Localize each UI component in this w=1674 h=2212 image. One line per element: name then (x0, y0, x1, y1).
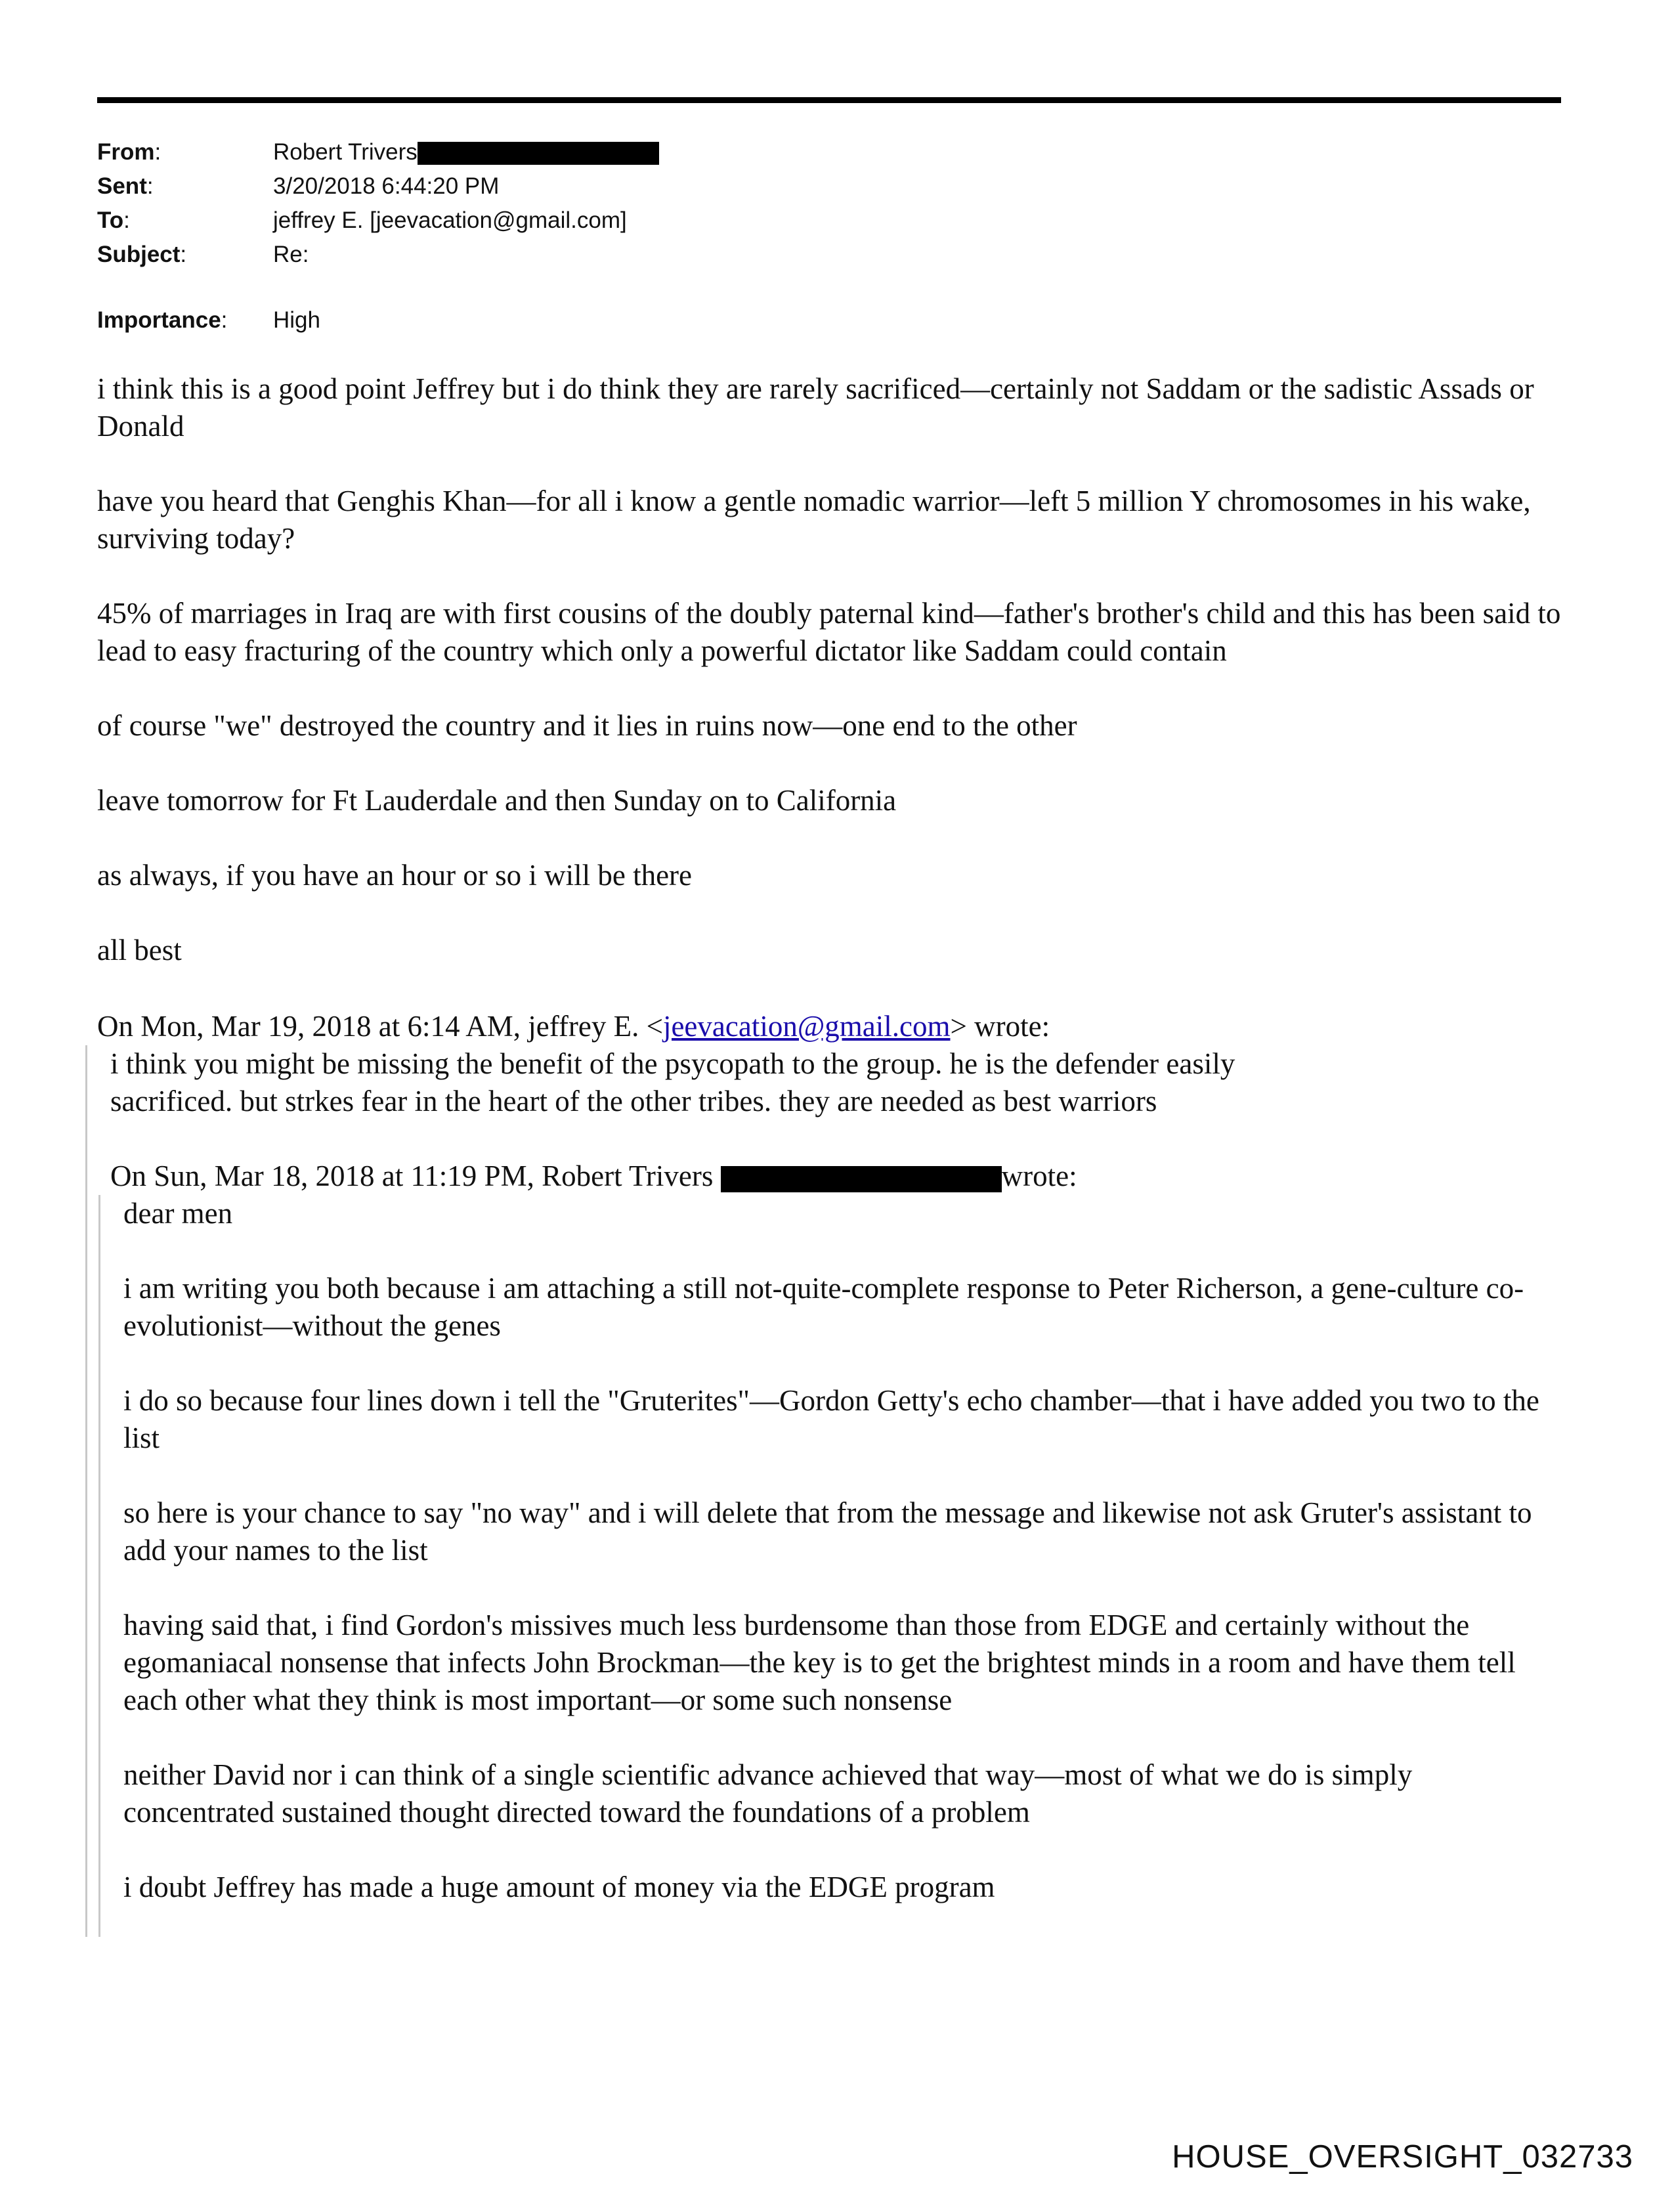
quote-paragraph: having said that, i find Gordon's missives much less burdensome than those from EDGE and certainly without the egomaniacal nonsense that infects John Brockman—the key is to get the brightest minds in a room and have them tell each other what they think is most important—or some such nonsense (123, 1609, 1516, 1716)
body-paragraph: all best (97, 934, 182, 966)
importance-value: High (273, 307, 320, 333)
quote-paragraph: i do so because four lines down i tell the "Gruterites"—Gordon Getty's echo chamber—that i have added you two to the list (123, 1384, 1539, 1454)
from-label: From: (97, 139, 161, 165)
reply2-quote (123, 1195, 1568, 1906)
quote-paragraph: neither David nor i can think of a single scientific advance achieved that way—most of what we do is simply concentrated sustained thought directed toward the foundations of a problem (123, 1758, 1413, 1829)
body-paragraph: have you heard that Genghis Khan—for all i know a gentle nomadic warrior—left 5 million Y chromosomes in his wake, surviving today? (97, 485, 1531, 555)
quote-line: i think you might be missing the benefit of the psycopath to the group. he is the defender easily (110, 1047, 1235, 1080)
body-paragraph: as always, if you have an hour or so i will be there (97, 859, 692, 892)
quote-paragraph: i doubt Jeffrey has made a huge amount of money via the EDGE program (123, 1871, 995, 1903)
body-paragraph: i think this is a good point Jeffrey but i do think they are rarely sacrificed—certainly not Saddam or the sadistic Assads or Donald (97, 372, 1534, 443)
message-body (97, 370, 1568, 969)
reply2-attribution: On Sun, Mar 18, 2018 at 11:19 PM, Robert Trivers wrote: (110, 1160, 1077, 1192)
to-value: jeffrey E. [jeevacation@gmail.com] (273, 207, 627, 233)
sent-value: 3/20/2018 6:44:20 PM (273, 173, 500, 199)
to-label: To: (97, 207, 130, 233)
bates-number: HOUSE_OVERSIGHT_032733 (1172, 2139, 1633, 2175)
reply1-attribution: On Mon, Mar 19, 2018 at 6:14 AM, jeffrey E. <jeevacation@gmail.com> wrote: (97, 1010, 1050, 1043)
importance-label: Importance: (97, 307, 228, 333)
top-rule (97, 97, 1561, 103)
redaction-box (418, 142, 659, 165)
reply1-quote (110, 1045, 1555, 1120)
subject-value: Re: (273, 242, 309, 267)
sent-label: Sent: (97, 173, 154, 199)
body-paragraph: 45% of marriages in Iraq are with first cousins of the doubly paternal kind—father's brother's child and this has been said to lead to easy fracturing of the country which only a powerful dictator like Saddam could contain (97, 597, 1561, 667)
quote-paragraph: dear men (123, 1197, 233, 1230)
quote-paragraph: i am writing you both because i am attaching a still not-quite-complete response to Peter Richerson, a gene-culture co-evolutionist—without the genes (123, 1272, 1524, 1342)
redaction-box (721, 1166, 1002, 1192)
quote-bar-inner (98, 1195, 100, 1937)
email-link[interactable]: jeevacation@gmail.com (662, 1010, 951, 1043)
quote-bar-outer (85, 1045, 87, 1937)
body-paragraph: of course "we" destroyed the country and it lies in ruins now—one end to the other (97, 709, 1077, 742)
body-paragraph: leave tomorrow for Ft Lauderdale and then Sunday on to California (97, 784, 897, 817)
subject-label: Subject: (97, 242, 187, 267)
from-value: Robert Trivers (273, 135, 659, 169)
quote-line: sacrificed. but strkes fear in the heart of the other tribes. they are needed as best warriors (110, 1085, 1157, 1117)
quote-paragraph: so here is your chance to say "no way" and i will delete that from the message and likewise not ask Gruter's assistant to add your names to the list (123, 1496, 1532, 1567)
